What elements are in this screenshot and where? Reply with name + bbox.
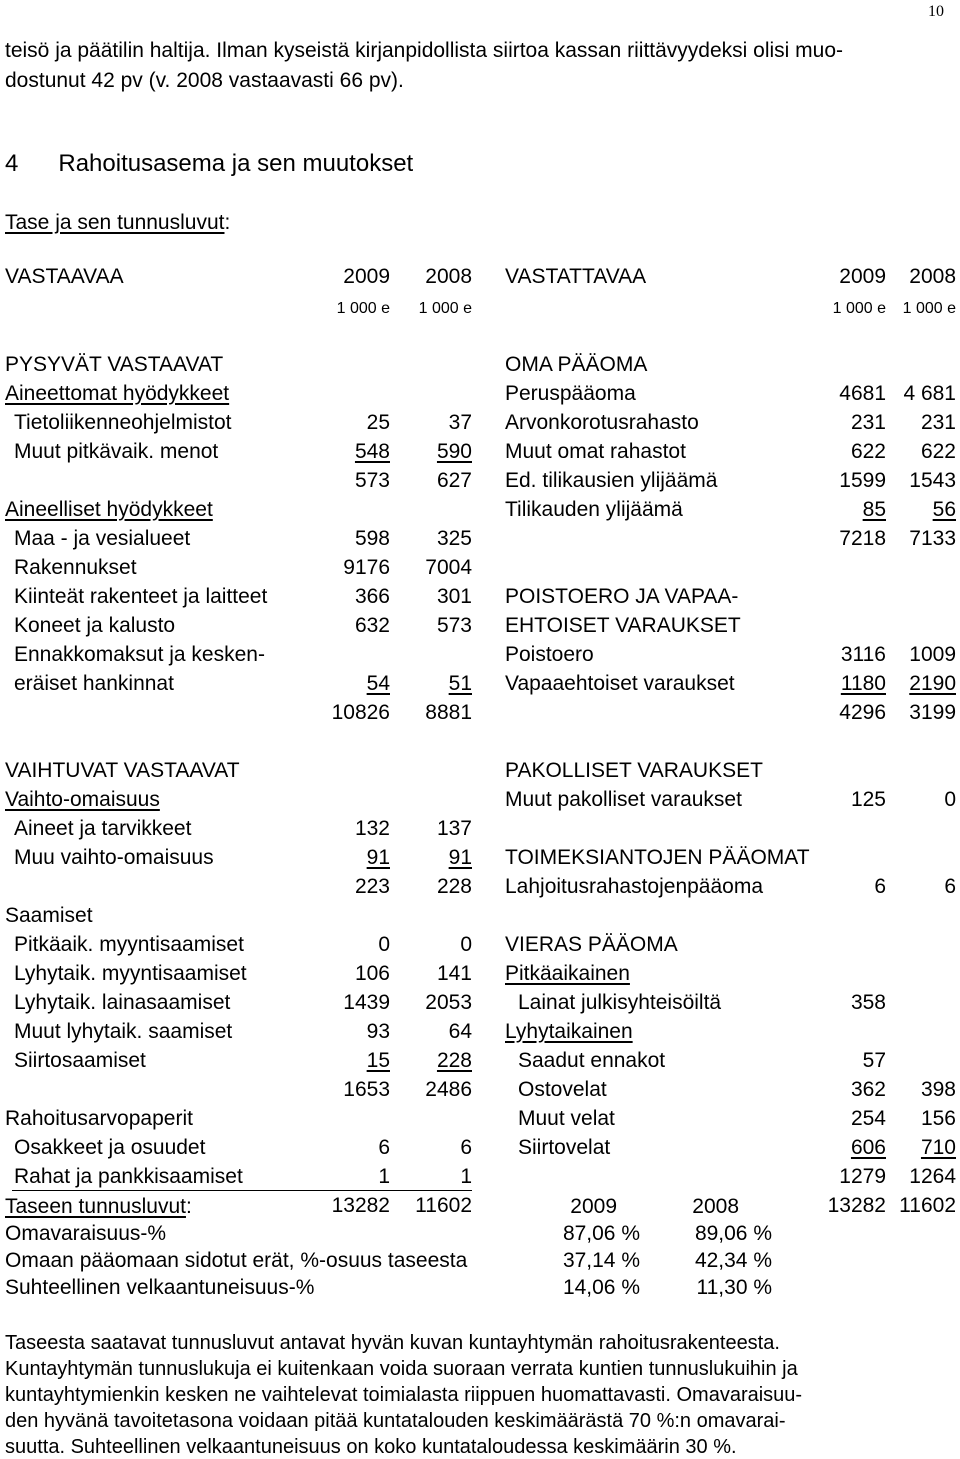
left-row-label: Kiinteät rakenteet ja laitteet	[14, 585, 268, 608]
closing-line-5: suutta. Suhteellinen velkaantuneisuus on koko kuntataloudessa keskimäärin 30 %.	[5, 1436, 737, 1458]
table-row	[0, 586, 960, 612]
left-row-value-2009: 6	[378, 1136, 390, 1159]
left-header-unit-1: 1 000 e	[336, 300, 390, 317]
table-row	[0, 1079, 960, 1105]
right-row-value-2009: 362	[850, 1078, 886, 1101]
left-row-value-2008: 325	[436, 527, 472, 550]
row-underline	[12, 1190, 472, 1191]
right-row-value-2008: 7133	[909, 527, 956, 550]
table-row	[0, 354, 960, 380]
right-header-title: VASTATTAVAA	[505, 265, 647, 288]
left-row-label: Lyhytaik. myyntisaamiset	[14, 962, 247, 985]
right-header-year-2: 2008	[909, 265, 956, 288]
left-row-value-2009: 573	[354, 469, 390, 492]
table-row	[0, 615, 960, 641]
right-row-value-2008: 398	[920, 1078, 956, 1101]
right-row-value-2009: 622	[850, 440, 886, 463]
right-row-value-2008: 1543	[909, 469, 956, 492]
left-row-value-2008: 2053	[425, 991, 472, 1014]
key-figure-label: Omaan pääomaan sidotut erät, %-osuus taseesta	[5, 1249, 468, 1272]
left-row-value-2009: 93	[366, 1020, 390, 1043]
key-figures-title-text: Taseen tunnusluvut	[5, 1195, 186, 1218]
left-row-label: Rahoitusarvopaperit	[5, 1107, 193, 1130]
right-row-label: EHTOISET VARAUKSET	[505, 614, 741, 637]
left-row-value-2008: 91	[448, 846, 472, 869]
left-row-label: Aineelliset hyödykkeet	[5, 498, 213, 521]
table-row	[0, 1021, 960, 1047]
right-row-label: Saadut ennakot	[518, 1049, 666, 1072]
closing-line-2: Kuntayhtymän tunnuslukuja ei kuitenkaan voida suoraan verrata kuntien tunnuslukuihin ja	[5, 1358, 798, 1380]
right-header-unit-1: 1 000 e	[832, 300, 886, 317]
table-row	[0, 528, 960, 554]
closing-line-4: den hyvänä tavoitetasona voidaan pitää kuntatalouden keskimäärästä 70 %:n omavarai-	[5, 1410, 786, 1432]
right-row-value-2008: 1264	[909, 1165, 956, 1188]
left-row-label: PYSYVÄT VASTAAVAT	[5, 353, 224, 376]
right-row-label: VIERAS PÄÄOMA	[505, 933, 678, 956]
intro-line-2: dostunut 42 pv (v. 2008 vastaavasti 66 pv).	[5, 69, 404, 92]
table-row	[0, 876, 960, 902]
right-row-value-2009: 57	[862, 1049, 886, 1072]
key-figure-label: Omavaraisuus-%	[5, 1222, 167, 1245]
right-row-value-2009: 125	[850, 788, 886, 811]
table-row	[0, 702, 960, 728]
table-row	[0, 499, 960, 525]
table-row	[0, 847, 960, 873]
key-figures-colon: :	[185, 1195, 192, 1218]
key-figure-value-2008: 89,06 %	[694, 1222, 772, 1245]
left-row-label: Saamiset	[5, 904, 93, 927]
left-row-value-2009: 15	[366, 1049, 390, 1072]
right-row-value-2008: 156	[920, 1107, 956, 1130]
left-row-value-2009: 13282	[331, 1194, 390, 1217]
left-row-label: Ennakkomaksut ja kesken-	[14, 643, 265, 666]
left-row-value-2009: 1	[378, 1165, 390, 1188]
right-row-value-2008: 11602	[899, 1194, 956, 1217]
right-header-unit-2: 1 000 e	[902, 300, 956, 317]
right-row-label: Lainat julkisyhteisöiltä	[518, 991, 722, 1014]
table-row	[0, 731, 960, 757]
left-row-label: Siirtosaamiset	[14, 1049, 146, 1072]
table-row	[0, 1166, 960, 1192]
right-row-value-2009: 4296	[839, 701, 886, 724]
left-row-value-2009: 0	[378, 933, 390, 956]
right-row-label: Vapaaehtoiset varaukset	[505, 672, 735, 695]
key-figures-year-2: 2008	[692, 1195, 739, 1218]
right-row-label: Lahjoitusrahastojenpääoma	[505, 875, 764, 898]
table-row	[0, 992, 960, 1018]
left-header-year-2: 2008	[425, 265, 472, 288]
right-row-value-2008: 1009	[909, 643, 956, 666]
table-row	[0, 905, 960, 931]
right-row-label: Ostovelat	[518, 1078, 607, 1101]
key-figure-value-2009: 37,14 %	[562, 1249, 640, 1272]
right-row-label: POISTOERO JA VAPAA-	[505, 585, 739, 608]
left-row-value-2009: 598	[354, 527, 390, 550]
right-row-label: OMA PÄÄOMA	[505, 353, 648, 376]
key-figure-row	[0, 1250, 960, 1276]
section-heading: 4 Rahoitusasema ja sen muutokset	[5, 150, 414, 177]
right-row-value-2009: 358	[850, 991, 886, 1014]
right-row-value-2008: 622	[920, 440, 956, 463]
right-row-value-2009: 13282	[827, 1194, 886, 1217]
right-row-value-2009: 1279	[839, 1165, 886, 1188]
table-row	[0, 644, 960, 670]
left-row-value-2009: 548	[354, 440, 390, 463]
left-row-value-2008: 51	[448, 672, 472, 695]
right-row-value-2009: 1599	[839, 469, 886, 492]
table-row	[0, 789, 960, 815]
left-row-value-2009: 632	[354, 614, 390, 637]
left-row-value-2008: 228	[436, 1049, 472, 1072]
table-row	[0, 412, 960, 438]
right-row-label: Siirtovelat	[518, 1136, 611, 1159]
left-row-value-2009: 132	[354, 817, 390, 840]
table-row	[0, 1108, 960, 1134]
left-row-value-2009: 25	[366, 411, 390, 434]
left-row-value-2008: 6	[460, 1136, 472, 1159]
left-row-value-2008: 137	[436, 817, 472, 840]
table-row	[0, 383, 960, 409]
table-row	[0, 470, 960, 496]
right-row-label: Arvonkorotusrahasto	[505, 411, 699, 434]
subheading-text: Tase ja sen tunnusluvut	[5, 211, 225, 234]
right-row-value-2008: 710	[920, 1136, 956, 1159]
right-row-label: Lyhytaikainen	[505, 1020, 633, 1043]
left-row-value-2009: 9176	[343, 556, 390, 579]
key-figure-label: Suhteellinen velkaantuneisuus-%	[5, 1276, 315, 1299]
right-row-value-2008: 6	[944, 875, 956, 898]
table-row	[0, 1137, 960, 1163]
right-row-label: Tilikauden ylijäämä	[505, 498, 683, 521]
right-row-value-2009: 7218	[839, 527, 886, 550]
right-row-value-2009: 4681	[839, 382, 886, 405]
left-row-value-2008: 228	[436, 875, 472, 898]
closing-line-1: Taseesta saatavat tunnusluvut antavat hyvän kuvan kuntayhtymän rahoitusrakenteesta.	[5, 1332, 780, 1354]
right-header-year-1: 2009	[839, 265, 886, 288]
right-row-value-2009: 85	[862, 498, 886, 521]
left-row-value-2008: 37	[448, 411, 472, 434]
right-row-label: Muut velat	[518, 1107, 615, 1130]
right-row-label: Poistoero	[505, 643, 594, 666]
left-row-value-2008: 1	[460, 1165, 472, 1188]
subheading	[5, 212, 230, 233]
left-row-value-2008: 0	[460, 933, 472, 956]
left-row-value-2008: 7004	[425, 556, 472, 579]
right-row-value-2009: 606	[850, 1136, 886, 1159]
left-row-value-2008: 64	[448, 1020, 472, 1043]
left-row-value-2008: 590	[436, 440, 472, 463]
right-row-value-2008: 0	[944, 788, 956, 811]
right-row-value-2009: 254	[850, 1107, 886, 1130]
right-row-value-2008: 231	[920, 411, 956, 434]
right-row-value-2008: 4 681	[903, 382, 956, 405]
left-row-value-2009: 91	[366, 846, 390, 869]
key-figures-title	[5, 1196, 192, 1217]
left-row-value-2008: 627	[436, 469, 472, 492]
left-row-label: Osakkeet ja osuudet	[14, 1136, 206, 1159]
left-row-label: Muut pitkävaik. menot	[14, 440, 219, 463]
left-header-unit-2: 1 000 e	[418, 300, 472, 317]
left-row-label: Muut lyhytaik. saamiset	[14, 1020, 233, 1043]
right-row-value-2008: 2190	[909, 672, 956, 695]
left-row-label: Rahat ja pankkisaamiset	[14, 1165, 243, 1188]
left-row-label: Maa - ja vesialueet	[14, 527, 191, 550]
left-row-label: Pitkäaik. myyntisaamiset	[14, 933, 244, 956]
left-row-value-2008: 301	[436, 585, 472, 608]
left-row-value-2008: 141	[436, 962, 472, 985]
left-row-label: Muu vaihto-omaisuus	[14, 846, 214, 869]
right-row-value-2009: 1180	[840, 672, 886, 695]
right-row-label: Peruspääoma	[505, 382, 636, 405]
table-row	[0, 934, 960, 960]
left-row-value-2008: 2486	[425, 1078, 472, 1101]
left-row-value-2009: 366	[354, 585, 390, 608]
left-row-label: VAIHTUVAT VASTAAVAT	[5, 759, 240, 782]
right-row-label: PAKOLLISET VARAUKSET	[505, 759, 763, 782]
left-header-title: VASTAAVAA	[5, 265, 124, 288]
left-row-value-2009: 1439	[343, 991, 390, 1014]
table-row	[0, 673, 960, 699]
right-row-value-2009: 3116	[840, 643, 886, 666]
left-row-value-2009: 10826	[331, 701, 390, 724]
key-figure-value-2009: 87,06 %	[562, 1222, 640, 1245]
left-row-label: Tietoliikenneohjelmistot	[14, 411, 232, 434]
left-row-value-2008: 573	[436, 614, 472, 637]
right-row-value-2009: 6	[874, 875, 886, 898]
left-row-label: eräiset hankinnat	[14, 672, 174, 695]
left-row-value-2008: 11602	[415, 1194, 472, 1217]
left-row-value-2009: 1653	[343, 1078, 390, 1101]
left-row-label: Lyhytaik. lainasaamiset	[14, 991, 231, 1014]
intro-line-1: teisö ja päätilin haltija. Ilman kyseistä kirjanpidollista siirtoa kassan riittävyydeksi olisi muo-	[5, 39, 844, 62]
table-row	[0, 557, 960, 583]
left-row-value-2009: 106	[354, 962, 390, 985]
table-row	[0, 1050, 960, 1076]
right-row-label: TOIMEKSIANTOJEN PÄÄOMAT	[505, 846, 810, 869]
key-figure-row	[0, 1277, 960, 1303]
left-row-value-2009: 54	[366, 672, 390, 695]
left-row-label: Vaihto-omaisuus	[5, 788, 160, 811]
table-row	[0, 760, 960, 786]
left-row-label: Aineettomat hyödykkeet	[5, 382, 230, 405]
key-figure-value-2009: 14,06 %	[562, 1276, 640, 1299]
table-row	[0, 441, 960, 467]
right-row-value-2008: 3199	[909, 701, 956, 724]
left-row-value-2008: 8881	[425, 701, 472, 724]
key-figure-value-2008: 42,34 %	[694, 1249, 772, 1272]
right-row-value-2009: 231	[850, 411, 886, 434]
table-row	[0, 818, 960, 844]
left-header-year-1: 2009	[343, 265, 390, 288]
closing-line-3: kuntayhtymienkin kesken ne vaihtelevat toimialasta riippuen huomattavasti. Omavaraisuu-	[5, 1384, 803, 1406]
key-figure-value-2008: 11,30 %	[696, 1276, 772, 1299]
key-figures-year-1: 2009	[570, 1195, 617, 1218]
left-row-label: Aineet ja tarvikkeet	[14, 817, 192, 840]
right-row-value-2008: 56	[932, 498, 956, 521]
left-row-value-2009: 223	[354, 875, 390, 898]
right-row-label: Muut pakolliset varaukset	[505, 788, 742, 811]
right-row-label: Pitkäaikainen	[505, 962, 630, 985]
page-number: 10	[928, 3, 944, 20]
key-figure-row	[0, 1223, 960, 1249]
right-row-label: Ed. tilikausien ylijäämä	[505, 469, 718, 492]
right-row-label: Muut omat rahastot	[505, 440, 686, 463]
table-row	[0, 963, 960, 989]
left-row-label: Koneet ja kalusto	[14, 614, 176, 637]
subheading-colon: :	[224, 211, 231, 234]
left-row-label: Rakennukset	[14, 556, 137, 579]
